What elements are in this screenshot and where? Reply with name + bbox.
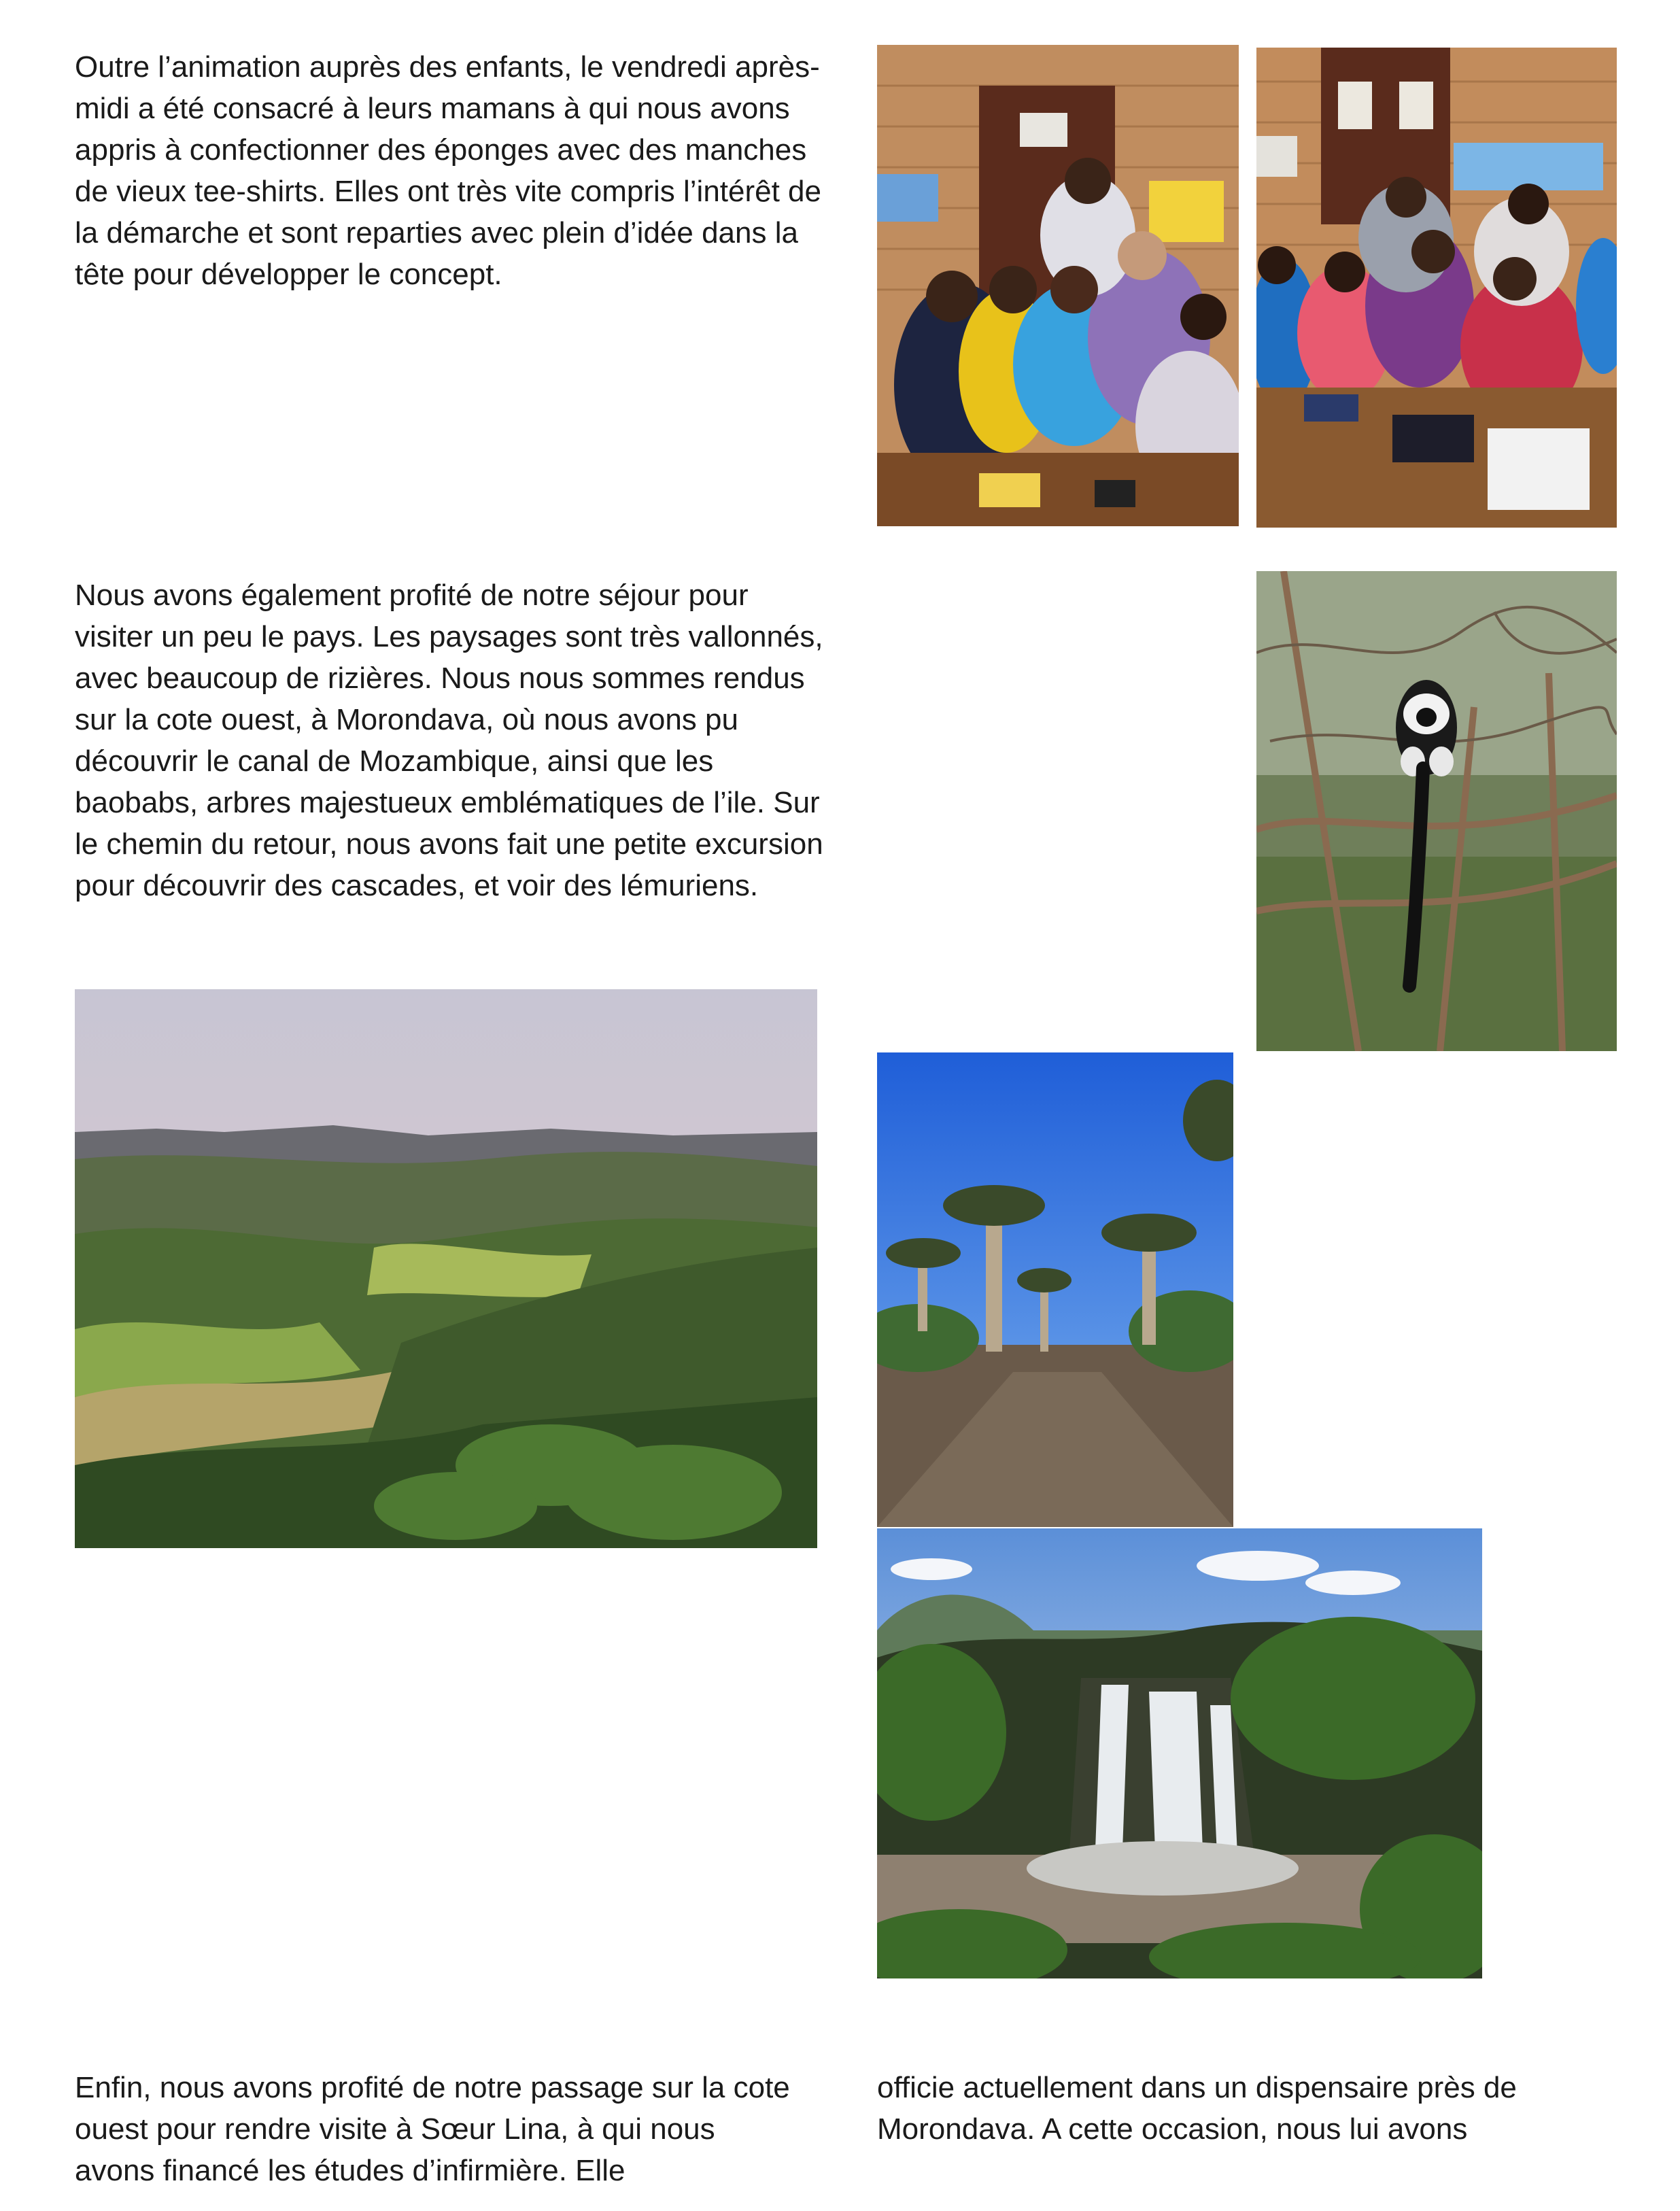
photo-valley-landscape [75, 989, 817, 1548]
paragraph-soeur-lina-1: Enfin, nous avons profité de notre passage sur la cote ouest pour rendre visite à Sœur Lina, à qui nous avons financé les études d’infirmière. Elle [75, 2071, 790, 2187]
paragraph-workshop: Outre l’animation auprès des enfants, le vendredi après-midi a été consacré à leurs mamans à qui nous avons appris à confectionner des éponges avec des manches de vieux tee-shirts. Elles ont très vite compris l’intérêt de la démarche et sont reparties avec plein d’idée dans la tête pour développer le concept. [75, 50, 822, 291]
photo-baobab-avenue [877, 1052, 1233, 1527]
photo-lemur [1256, 571, 1617, 1051]
photo-waterfall [877, 1528, 1482, 1978]
photo-workshop-mothers-1 [877, 45, 1239, 526]
paragraph-travel: Nous avons également profité de notre séjour pour visiter un peu le pays. Les paysages sont très vallonnés, avec beaucoup de rizières. Nous nous sommes rendus sur la cote ouest, à Morondava, où nous avons pu découvrir le canal de Mozambique, ainsi que les baobabs, arbres majestueux emblématiques de l’ile. Sur le chemin du retour, nous avons fait une petite excursion pour découvrir des cascades, et voir des lémuriens. [75, 579, 823, 902]
paragraph-soeur-lina-2: officie actuellement dans un dispensaire près de Morondava. A cette occasion, nous lui avons [877, 2071, 1517, 2146]
photo-workshop-mothers-2 [1256, 48, 1617, 528]
